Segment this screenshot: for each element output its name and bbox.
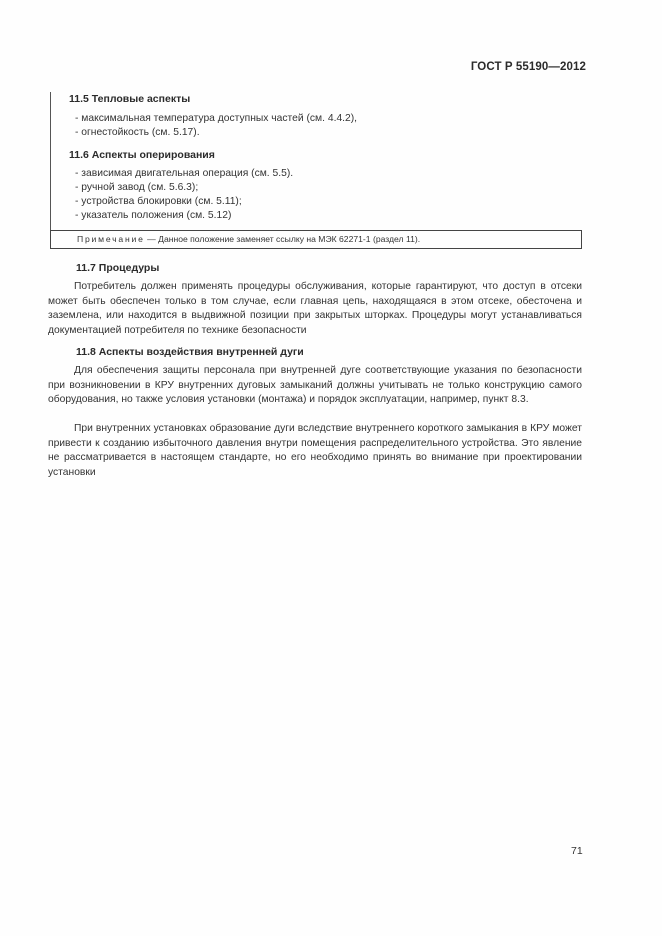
list-item: - зависимая двигательная операция (см. 5.5). bbox=[75, 168, 294, 179]
note-box bbox=[50, 230, 582, 249]
page-number: 71 bbox=[571, 845, 583, 857]
section-11-8-paragraph-2 bbox=[48, 422, 582, 480]
section-11-8-title: 11.8 Аспекты воздействия внутренней дуги bbox=[76, 346, 304, 358]
list-item: - огнестойкость (см. 5.17). bbox=[75, 127, 200, 138]
note-text bbox=[77, 234, 420, 244]
list-item: - ручной завод (см. 5.6.3); bbox=[75, 182, 199, 193]
note-label: Примечание bbox=[77, 234, 145, 244]
note-body: — Данное положение заменяет ссылку на МЭК 62271-1 (раздел 11). bbox=[144, 234, 421, 244]
list-item: - максимальная температура доступных частей (см. 4.4.2), bbox=[75, 113, 358, 124]
section-11-7-title: 11.7 Процедуры bbox=[76, 262, 160, 274]
list-item: - указатель положения (см. 5.12) bbox=[75, 210, 232, 221]
paragraph-text: Потребитель должен применять процедуры обслуживания, которые гарантируют, что доступ в отсеки может быть обеспечен только в том случае, если главная цепь, находящаяся в этом отсеке, обесточена и заземлена, или находится в выдвижной позиции при закрытых шторках. Процедуры могут устанавливаться документацией потребителя по технике безопасности bbox=[48, 281, 582, 336]
section-11-7-paragraph bbox=[48, 280, 582, 338]
paragraph-text: Для обеспечения защиты персонала при внутренней дуге соответствующие указания по безопасности при возникновении в КРУ внутренних дуговых замыканий должны учитывать не только конструкцию самого оборудования, но также условия установки (монтажа) и порядок эксплуатации, например, пункт 8.3. bbox=[48, 365, 582, 406]
list-item: - устройства блокировки (см. 5.11); bbox=[75, 196, 242, 207]
paragraph-text: При внутренних установках образование дуги вследствие внутреннего короткого замыкания в КРУ может привести к созданию избыточного давления внутри помещения распределительного устройства. Это явление не рассматривается в настоящем стандарте, но его необходимо принять во внимание при проектировании установки bbox=[48, 423, 582, 478]
change-marker-bar bbox=[50, 92, 51, 232]
standard-code-header: ГОСТ Р 55190—2012 bbox=[470, 61, 586, 73]
section-11-5-title: 11.5 Тепловые аспекты bbox=[69, 93, 191, 105]
section-11-6-title: 11.6 Аспекты оперирования bbox=[69, 149, 215, 161]
section-11-8-paragraph-1 bbox=[48, 364, 582, 408]
